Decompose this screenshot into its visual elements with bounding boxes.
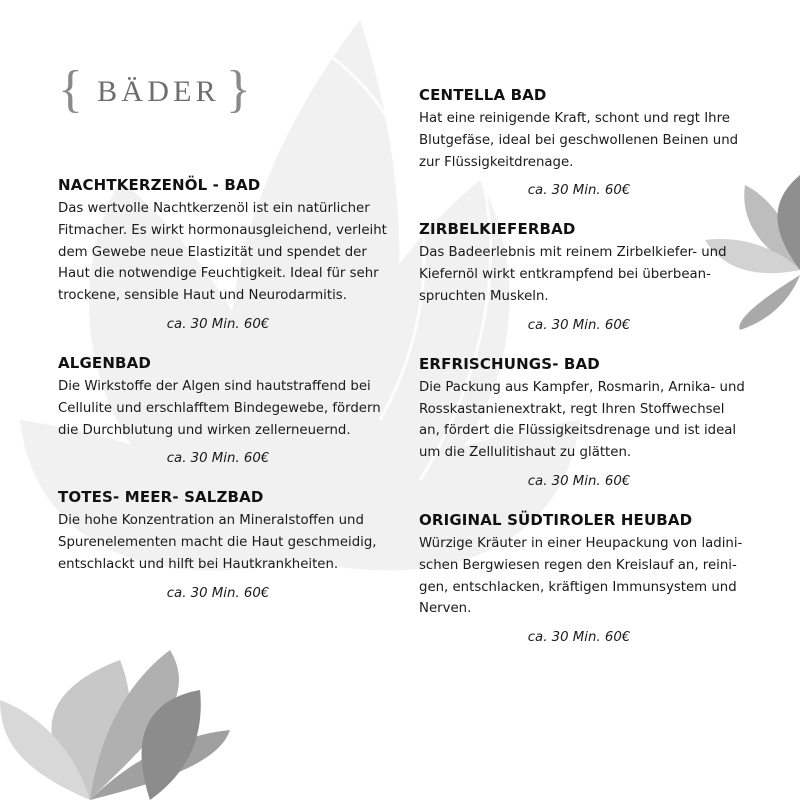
item-price: ca. 30 Min. 60€ xyxy=(527,317,631,333)
section-title: BÄDER xyxy=(97,75,220,108)
item-description: Hat eine reinigende Kraft, schont und regt Ihre Blutgefäse, ideal bei geschwollenen Beinen und zur Flüssigkeitdrenage. xyxy=(419,111,739,170)
item-description: Würzige Kräuter in einer Heupackung von ladini- schen Bergwiesen regen den Kreislauf an, reini- gen, entschlacken, kräftigen Immunsystem und Nerven. xyxy=(419,535,743,617)
item-description: Die hohe Konzentration an Mineralstoffen und Spurenelementen macht die Haut geschmeidig, entschlackt und hilft bei Hautkrankheiten. xyxy=(58,513,377,572)
item-price: ca. 30 Min. 60€ xyxy=(527,183,631,199)
item-description: Die Packung aus Kampfer, Rosmarin, Arnika- und Rosskastanienextrakt, regt Ihren Stoffwechsel an, fördert die Flüssigkeitsdrenage und ist ideal um die Zellulitishaut zu glätten. xyxy=(419,379,745,461)
item-price: ca. 30 Min. 60€ xyxy=(527,630,631,646)
menu-item-erfrischung xyxy=(419,355,749,489)
lotus-flower-icon xyxy=(0,650,230,800)
item-description: Das Badeerlebnis mit reinem Zirbelkiefer- und Kiefernöl wirkt entkrampfend bei überbean- spruchten Muskeln. xyxy=(419,245,727,304)
menu-item-nachtkerzenoel xyxy=(58,176,388,332)
item-description: Das wertvolle Nachtkerzenöl ist ein natürlicher Fitmacher. Es wirkt hormonausgleichend, verleiht dem Gewebe neue Elastizität und spendet der Haut die notwendige Feuchtigkeit. Ideal für sehr trockene, sensible Haut und Neurodarmitis. xyxy=(58,201,387,304)
right-column xyxy=(419,86,749,667)
menu-item-totes-meer xyxy=(58,488,388,600)
item-description: Die Wirkstoffe der Algen sind hautstraffend bei Cellulite und erschlafftem Bindegewebe, fördern die Durchblutung und wirken zellerneuernd. xyxy=(58,378,381,438)
brace-close: } xyxy=(225,61,256,118)
item-name: ERFRISCHUNGS- BAD xyxy=(419,354,600,373)
menu-item-centella xyxy=(419,86,749,198)
left-column xyxy=(58,176,388,623)
item-price: ca. 30 Min. 60€ xyxy=(527,473,631,489)
menu-item-algenbad xyxy=(58,354,388,466)
page-title xyxy=(58,61,256,118)
item-name: ZIRBELKIEFERBAD xyxy=(419,220,576,239)
brace-open: { xyxy=(58,61,88,118)
item-name: ALGENBAD xyxy=(58,353,151,372)
menu-item-heubad xyxy=(419,511,749,645)
item-name: NACHTKERZENÖL - BAD xyxy=(58,176,261,194)
item-price: ca. 30 Min. 60€ xyxy=(166,585,270,601)
item-price: ca. 30 Min. 60€ xyxy=(166,451,270,467)
item-price: ca. 30 Min. 60€ xyxy=(166,316,270,332)
menu-item-zirbelkiefer xyxy=(419,220,749,332)
item-name: TOTES- MEER- SALZBAD xyxy=(58,488,264,507)
item-name: CENTELLA BAD xyxy=(419,86,547,104)
item-name: ORIGINAL SÜDTIROLER HEUBAD xyxy=(419,510,693,529)
